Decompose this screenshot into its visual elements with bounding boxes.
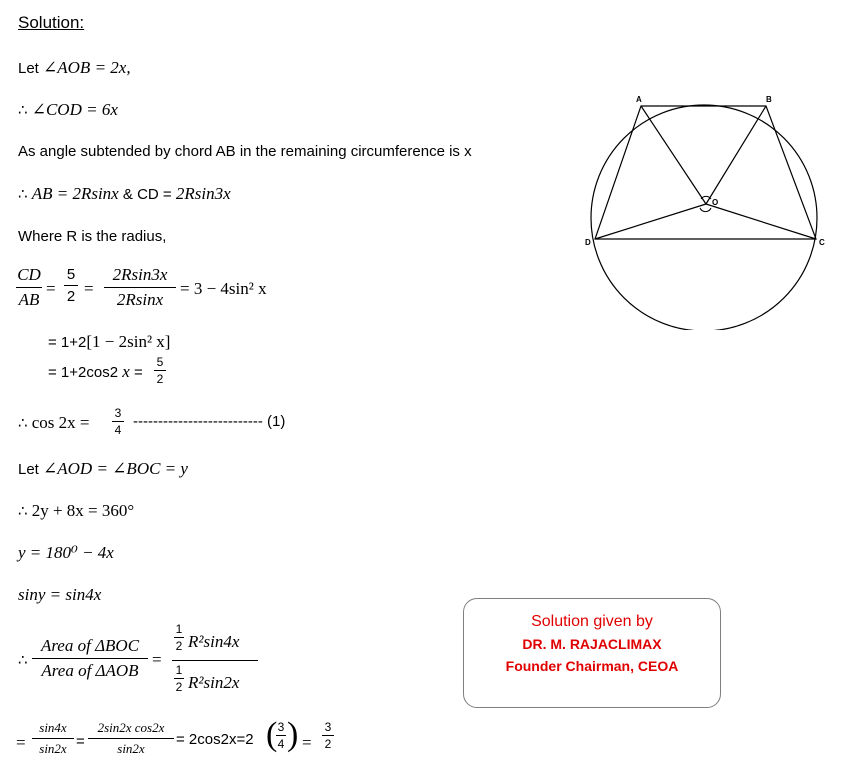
- denominator: 2: [175, 639, 183, 653]
- right-paren: ): [287, 716, 299, 753]
- line-let-aob: [18, 58, 131, 78]
- math: ∠AOB = 2x,: [43, 58, 131, 77]
- numerator: 5: [156, 355, 164, 369]
- denominator: sin2x: [117, 741, 145, 756]
- denominator: [172, 661, 258, 699]
- line-let-aod: [18, 459, 188, 479]
- numerator: [172, 622, 258, 660]
- vertex-label-b: B: [766, 95, 772, 104]
- equals: =: [152, 650, 162, 669]
- therefore-symbol: ∴: [18, 652, 28, 669]
- numerator: 1: [175, 622, 183, 636]
- x: x: [122, 362, 130, 381]
- denominator: 2: [324, 737, 332, 751]
- numerator: sin4x: [39, 720, 67, 735]
- equals: =: [76, 733, 85, 750]
- equation-one: [18, 413, 89, 433]
- equation-one-dashes: -------------------------- (1): [133, 413, 286, 430]
- line-cod: [18, 100, 118, 120]
- denominator: AB: [18, 290, 40, 309]
- rhs: = 3 − 4sin² x: [180, 279, 267, 298]
- therefore-symbol: ∴: [18, 503, 32, 520]
- numerator: Area of ΔBOC: [40, 636, 140, 655]
- circumcircle: [591, 105, 817, 330]
- and-text: & CD =: [118, 186, 176, 203]
- step-three: [48, 362, 143, 382]
- equals: =: [302, 733, 312, 752]
- denominator: sin2x: [39, 741, 67, 756]
- math: ∠COD = 6x: [31, 100, 118, 119]
- frac-cd-ab: [16, 265, 42, 310]
- numerator: 1: [175, 663, 183, 677]
- center-label-o: O: [712, 198, 719, 207]
- denominator: 2: [66, 288, 76, 305]
- radius-oc: [706, 204, 816, 239]
- denominator: 2Rsinx: [116, 290, 164, 309]
- radius-od: [595, 204, 706, 239]
- step-two: [48, 332, 170, 352]
- numerator: 2Rsin3x: [112, 265, 168, 284]
- math: ∠AOD = ∠BOC = y: [43, 459, 188, 478]
- text: Let: [18, 60, 44, 77]
- final-middle: = 2cos2x=2: [176, 731, 254, 748]
- left-paren: (: [266, 716, 278, 753]
- therefore-symbol: ∴: [18, 186, 32, 203]
- text: Let: [18, 461, 44, 478]
- frac-three-four-paren: [276, 720, 286, 751]
- numerator: CD: [17, 265, 41, 284]
- prefix: = 1+2: [48, 334, 87, 351]
- frac-double-angle: [88, 720, 174, 757]
- frac-three-two: [322, 720, 334, 751]
- denominator: 4: [114, 423, 122, 437]
- frac-area-ratio: [32, 636, 148, 681]
- numerator: 3: [324, 720, 332, 734]
- numerator: 2sin2x cos2x: [97, 720, 165, 735]
- r-squared-sin4x: R²sin4x: [188, 632, 240, 651]
- line-sum-angles: [18, 501, 134, 521]
- equals: =: [84, 279, 94, 298]
- credit-title: Founder Chairman, CEOA: [505, 658, 679, 674]
- math-cd: 2Rsin3x: [175, 184, 231, 203]
- prefix: = 1+2cos2: [48, 364, 123, 381]
- denominator: Area of ΔAOB: [41, 661, 139, 680]
- equals: =: [16, 733, 26, 752]
- r-squared-sin2x: R²sin2x: [188, 673, 240, 692]
- lhs: cos 2x: [31, 413, 76, 432]
- vertex-label-d: D: [585, 238, 591, 247]
- radius-oa: [641, 106, 706, 204]
- denominator: 4: [277, 737, 285, 751]
- math: 2y + 8x = 360°: [31, 501, 135, 520]
- line-ab-cd: [18, 184, 231, 204]
- credit-line-1: Solution given by: [531, 613, 653, 630]
- line-subtended: As angle subtended by chord AB in the remaining circumference is x: [18, 143, 472, 160]
- math: [1 − 2sin² x]: [86, 332, 171, 351]
- vertex-label-c: C: [819, 238, 825, 247]
- line-radius: Where R is the radius,: [18, 228, 167, 245]
- frac-five-two: [64, 266, 78, 305]
- therefore-symbol: ∴: [18, 102, 32, 119]
- denominator: 2: [156, 372, 164, 386]
- equals: =: [129, 364, 143, 381]
- equals: =: [46, 279, 56, 298]
- numerator: 3: [277, 720, 285, 734]
- quadrilateral-abcd: [595, 106, 816, 239]
- credit-box: [463, 598, 721, 708]
- angle-arc-cod: [700, 208, 711, 212]
- denominator: 2: [175, 680, 183, 694]
- therefore-symbol: ∴: [18, 415, 32, 432]
- line-y-value: y = 180⁰ − 4x: [18, 543, 114, 562]
- solution-heading: Solution:: [18, 13, 85, 32]
- numerator: 5: [66, 266, 76, 283]
- cyclic-quadrilateral-diagram: [580, 90, 825, 330]
- frac-three-four: [112, 406, 124, 437]
- vertex-label-a: A: [636, 95, 642, 104]
- numerator: 3: [114, 406, 122, 420]
- half-fraction: [174, 663, 184, 694]
- frac-five-two-small: [154, 355, 166, 386]
- half-fraction: [174, 622, 184, 653]
- equals: =: [75, 413, 90, 432]
- line-siny: siny = sin4x: [18, 585, 102, 604]
- math-ab: AB = 2Rsinx: [31, 184, 119, 203]
- frac-area-values: [172, 622, 258, 699]
- frac-sin4x-sin2x: [32, 720, 74, 757]
- credit-name: DR. M. RAJACLIMAX: [522, 636, 662, 652]
- radius-ob: [706, 106, 766, 204]
- frac-sin3x-sinx: [104, 265, 176, 310]
